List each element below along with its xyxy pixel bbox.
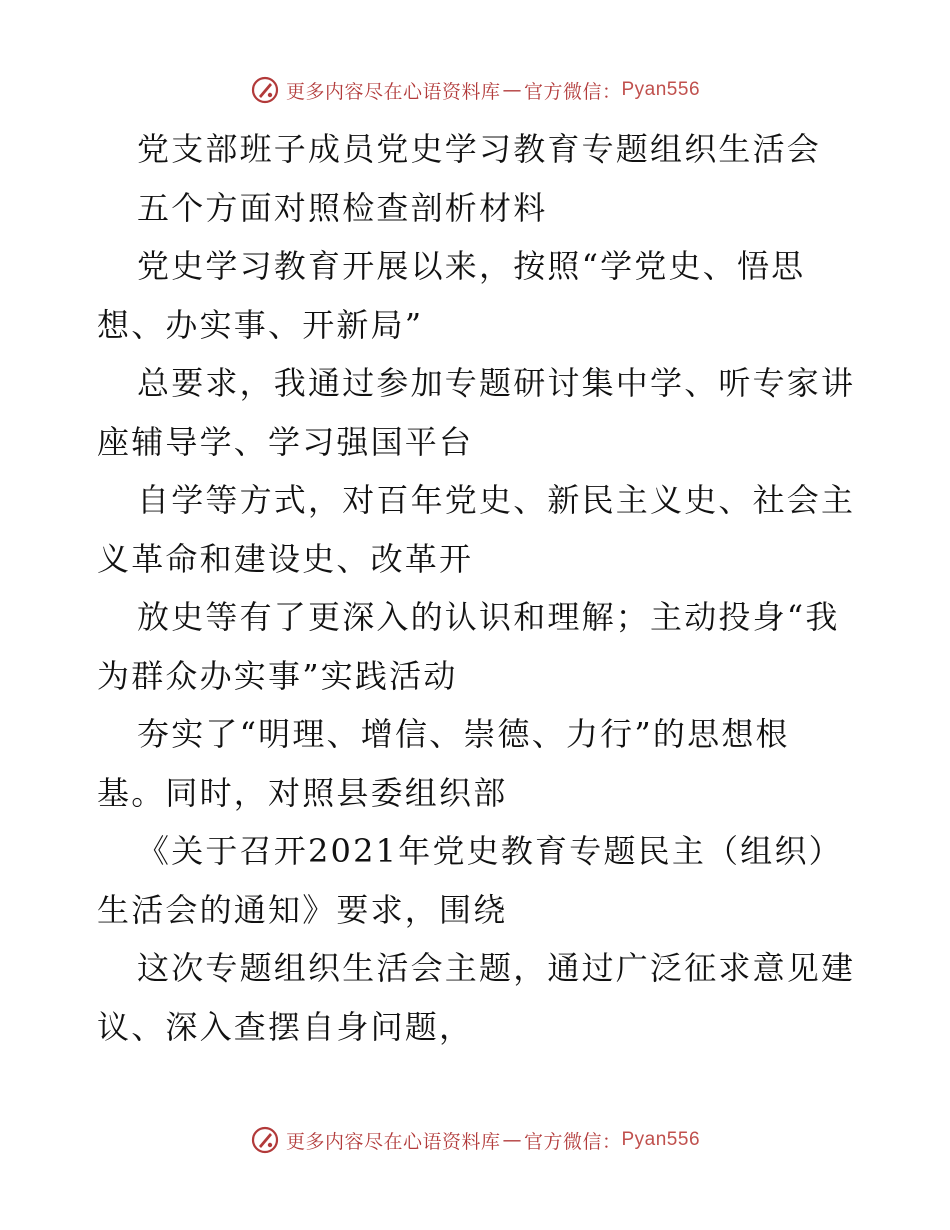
- watermark-site-name: 更多内容尽在心语资料库: [285, 80, 501, 103]
- header-watermark: [0, 70, 950, 110]
- document-line: 座辅导学、学习强国平台: [97, 422, 474, 461]
- quill-circle-icon: [250, 75, 280, 105]
- document-line: 五个方面对照检查剖析材料: [137, 188, 548, 227]
- document-line: 《关于召开2021年党史教育专题民主（组织）: [137, 832, 843, 870]
- document-line: 党史学习教育开展以来，按照“学党史、悟思: [137, 247, 806, 285]
- document-line: 议、深入查摆自身问题，: [97, 1007, 474, 1046]
- watermark-dash: —: [502, 79, 522, 101]
- document-body: [97, 120, 857, 1056]
- watermark-site-name: 更多内容尽在心语资料库: [285, 1130, 501, 1153]
- watermark-wechat-id: Pyan556: [621, 79, 701, 100]
- document-line: 基。同时，对照县委组织部: [97, 773, 508, 812]
- document-line: 放史等有了更深入的认识和理解；主动投身“我: [137, 598, 840, 636]
- document-line: 义革命和建设史、改革开: [97, 539, 474, 578]
- document-line: 党支部班子成员党史学习教育专题组织生活会: [137, 130, 822, 168]
- quill-circle-icon: [250, 1125, 280, 1155]
- watermark-wechat-label: 官方微信：: [523, 1130, 622, 1153]
- watermark-wechat-label: 官方微信：: [523, 80, 622, 103]
- document-line: 为群众办实事”实践活动: [97, 656, 458, 695]
- document-line: 夯实了“明理、增信、崇德、力行”的思想根: [137, 715, 790, 753]
- footer-watermark: [0, 1120, 950, 1160]
- document-line: 想、办实事、开新局”: [97, 305, 424, 344]
- watermark-dash: —: [502, 1129, 522, 1151]
- document-line: 自学等方式，对百年党史、新民主义史、社会主: [137, 481, 856, 519]
- document-line: 生活会的通知》要求，围绕: [97, 890, 508, 929]
- document-line: 总要求，我通过参加专题研讨集中学、听专家讲: [137, 364, 856, 402]
- document-line: 这次专题组织生活会主题，通过广泛征求意见建: [137, 949, 856, 987]
- watermark-wechat-id: Pyan556: [621, 1129, 701, 1150]
